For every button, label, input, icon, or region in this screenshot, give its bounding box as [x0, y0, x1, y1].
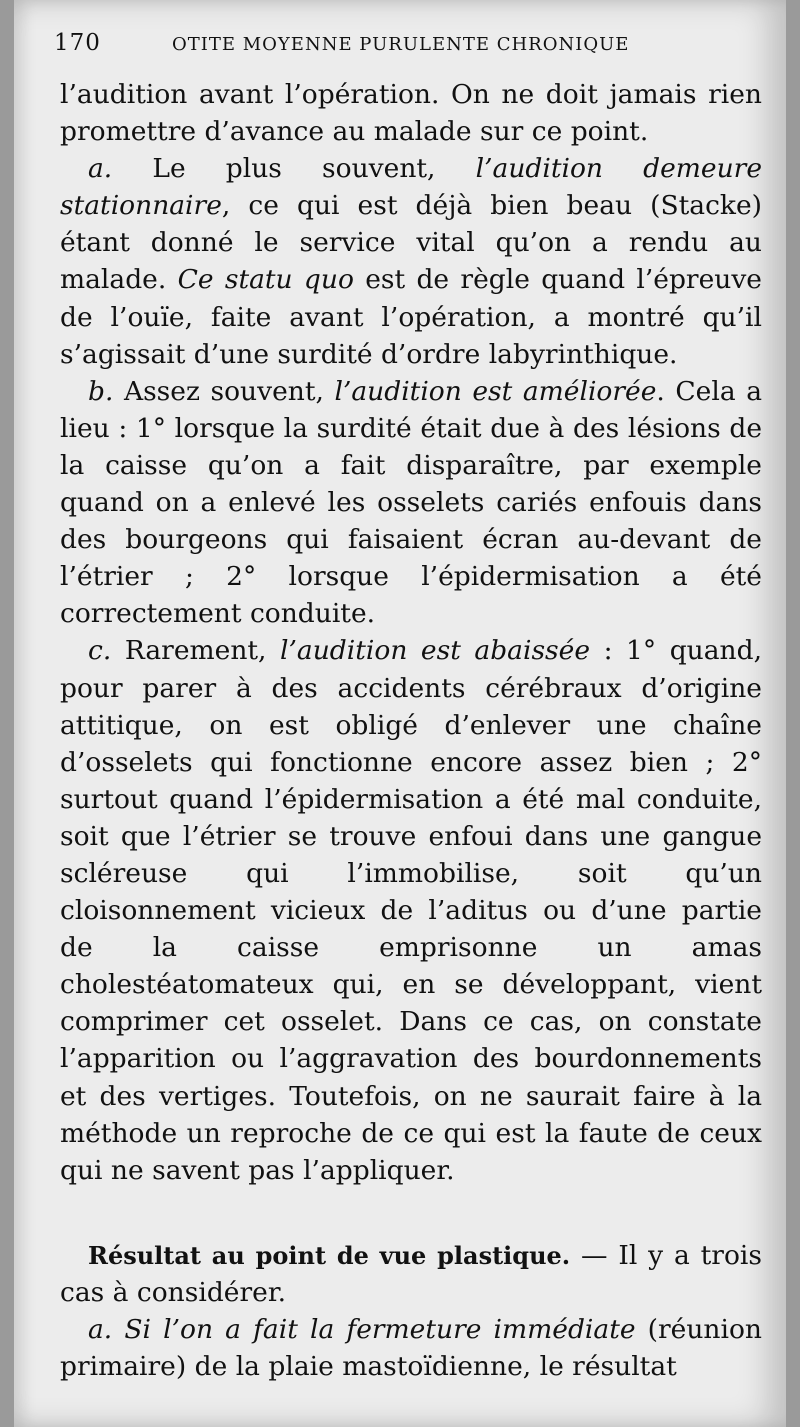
- text-run: Le plus souvent,: [112, 153, 476, 185]
- emphasis: l’audition est abaissée: [280, 635, 591, 667]
- paragraph-b: [60, 373, 762, 633]
- body-text: [60, 76, 762, 1385]
- emphasis: Si l’on a fait la fermeture immédiate: [112, 1314, 636, 1345]
- text-run: : 1° quand, pour parer à des accidents cérébraux d’origine attitique, on est obligé d’enlever une chaîne d’osselets qui fonctionne encore assez bien ; 2° surtout quand l’épidermisation a été mal conduite, soit que l’étrier se trouve enfoui dans une gangue scléreuse qui l’immobilise, soit qu’un cloisonnement vicieux de l’aditus ou d’une partie de la caisse emprisonne un amas cholestéatomateux qui, en se développant, vient comprimer cet osselet. Dans ce cas, on constate l’apparition ou l’aggravation des bourdonnements et des vertiges. Toutefois, on ne saurait faire à la méthode un reproche de ce qui est la faute de ceux qui ne savent pas l’appliquer.: [60, 635, 762, 1186]
- text-run: Rarement,: [111, 635, 281, 667]
- paragraph-c: [60, 632, 762, 1188]
- running-header: [54, 30, 754, 62]
- text-run: est de règle quand l’épreuve de l’ouïe, faite avant l’opération, a montré qu’il s’agissait d’une surdité d’ordre labyrinthique.: [60, 264, 762, 370]
- text-run: — Il y a trois cas à considérer.: [60, 1239, 762, 1308]
- paragraph-a: [60, 150, 762, 373]
- emphasis: l’audition est améliorée: [334, 375, 657, 407]
- section-heading: Résultat au point de vue plastique.: [88, 1240, 571, 1270]
- emphasis: l’audition demeure stationnaire: [60, 153, 762, 222]
- text-run: (réunion primaire) de la plaie mastoïdienne, le résultat: [60, 1314, 762, 1383]
- paragraph-continuation: l’audition avant l’opération. On ne doit jamais rien promettre d’avance au malade sur ce point.: [60, 79, 762, 148]
- paragraph-a-plastic: [60, 1311, 762, 1385]
- item-label: b.: [88, 375, 114, 407]
- item-label: a.: [88, 153, 113, 185]
- section-heading-paragraph: [60, 1237, 762, 1311]
- item-label: c.: [88, 635, 112, 667]
- item-label: a.: [88, 1314, 113, 1345]
- running-title: OTITE MOYENNE PURULENTE CHRONIQUE: [172, 34, 630, 55]
- text-run: Assez souvent,: [113, 375, 335, 407]
- book-page: [14, 0, 786, 1427]
- text-run: . Cela a lieu : 1° lorsque la surdité était due à des lésions de la caisse qu’on a fait disparaître, par exemple quand on a enlevé les osselets cariés enfouis dans des bourgeons qui faisaient écran au-devant de l’étrier ; 2° lorsque l’épidermisation a été correctement conduite.: [60, 375, 762, 630]
- page-number: 170: [54, 30, 101, 56]
- text-run: , ce qui est déjà bien beau (Stacke) étant donné le service vital qu’on a rendu au malade.: [60, 190, 762, 296]
- emphasis: Ce statu quo: [177, 264, 354, 296]
